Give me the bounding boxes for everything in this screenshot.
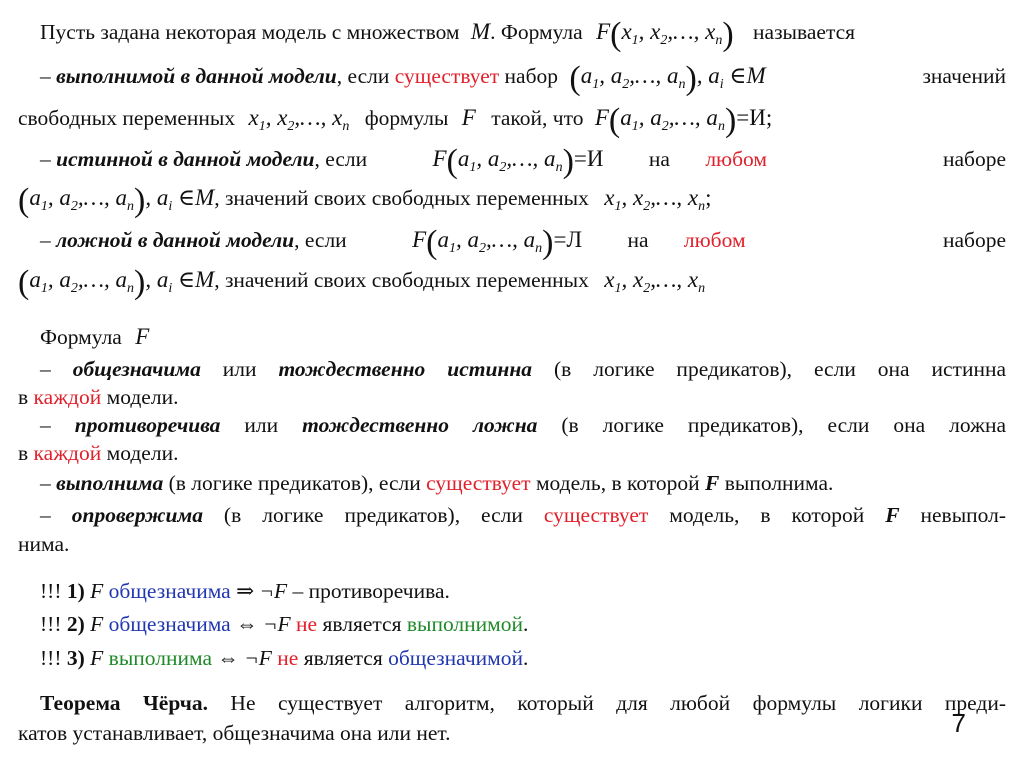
tuple-a: ($a_1$, $a_2,\dots$, $a_n$), $a_i$ ∈M xyxy=(18,264,215,301)
item-valid-cont xyxy=(18,383,1006,411)
text: наборе xyxy=(942,228,1006,252)
term-false: ложной в данной модели xyxy=(56,228,295,252)
def-satisfiable-cont xyxy=(18,104,1006,141)
dash: – xyxy=(40,357,73,381)
item-satisfiable xyxy=(40,469,1024,497)
def-satisfiable xyxy=(40,62,1006,99)
term-satisfiable: выполнима xyxy=(56,471,164,495)
text: модели. xyxy=(101,441,179,465)
text: модель, в которой xyxy=(530,471,706,495)
def-true-cont xyxy=(18,184,1006,221)
text: . xyxy=(523,646,529,670)
def-false-cont xyxy=(18,266,1006,303)
formula-f: F xyxy=(461,105,476,130)
not-f: ¬F xyxy=(262,612,291,636)
not-f: ¬F xyxy=(244,646,272,670)
definition-intro xyxy=(40,18,1006,55)
formula-f: F xyxy=(90,612,104,636)
text: (в логике предикатов), если она ложна xyxy=(537,413,1007,437)
iff-symbol: ⇔ xyxy=(230,612,263,636)
formula-f: F xyxy=(135,324,150,349)
exclaim: !!! xyxy=(40,579,67,603)
formula-f: F xyxy=(885,503,900,527)
text: является xyxy=(317,612,407,636)
def-false xyxy=(40,226,1006,263)
word-valid: общезначима xyxy=(103,612,231,636)
vars-x: $x_1$, $x_2,\dots$, $x_n$; xyxy=(604,185,712,214)
vars-x: $x_1$, $x_2,\dots$, $x_n$ xyxy=(248,105,350,134)
text: такой, что xyxy=(491,106,584,130)
text: (в логике предикатов), если она истинна xyxy=(532,357,1007,381)
exists-word: существует xyxy=(543,503,649,527)
each-word: каждой xyxy=(33,385,102,409)
text: , если xyxy=(336,64,395,88)
word-valid: общезначима xyxy=(103,579,231,603)
text: , если xyxy=(294,228,347,252)
note-number: 3) xyxy=(66,646,85,670)
term-satisfiable: выполнимой в данной модели xyxy=(56,64,337,88)
intro-text: Пусть задана некоторая модель с множеством xyxy=(40,20,460,44)
term-identically-true: тождественно истинна xyxy=(278,357,533,381)
text: , значений своих свободных переменных xyxy=(214,186,589,210)
formula-f-x: $F(x_1$, $x_2,\dots$, $x_n$) xyxy=(596,16,734,53)
vars-x: $x_1$, $x_2,\dots$, $x_n$ xyxy=(604,267,706,296)
note-3 xyxy=(40,644,1024,672)
page-number: 7 xyxy=(951,708,966,738)
def-true xyxy=(40,145,1006,182)
text: (в логике предикатов), если xyxy=(202,503,544,527)
item-contradictory-cont xyxy=(18,439,1006,467)
exclaim: !!! xyxy=(40,646,67,670)
text: выполнима. xyxy=(719,471,834,495)
text: модель, в которой xyxy=(648,503,886,527)
text: Не существует алгоритм, который для любой формулы логики преди- xyxy=(208,691,1006,715)
text: нима. xyxy=(18,532,70,556)
formula-f-a-eq-false: $F(a_1$, $a_2,\dots$, $a_n)=Л$ xyxy=(412,224,583,261)
theorem-title: Теорема Чёрча. xyxy=(40,691,208,715)
any-word: любом xyxy=(683,228,746,252)
text: наборе xyxy=(942,147,1006,171)
dash: – xyxy=(40,147,57,171)
dash: – xyxy=(40,64,57,88)
text: свободных переменных xyxy=(18,106,236,130)
formula-f-a-true: $F(a_1$, $a_2,\dots$, $a_n)=И$; xyxy=(594,102,773,139)
formula-f-a-eq-true: $F(a_1$, $a_2,\dots$, $a_n)=И$ xyxy=(432,143,604,180)
dash: – xyxy=(40,413,75,437)
note-number: 1) xyxy=(66,579,85,603)
word-not: не xyxy=(290,612,318,636)
formula-f: F xyxy=(90,646,104,670)
tuple-a: ($a_1$, $a_2,\dots$, $a_n$), $a_i$ ∈M xyxy=(569,60,766,97)
note-number: 2) xyxy=(66,612,85,636)
term-refutable: опровержима xyxy=(71,503,203,527)
text: на xyxy=(627,228,649,252)
item-refutable xyxy=(40,501,1006,529)
dash: – xyxy=(40,503,72,527)
tuple-a: ($a_1$, $a_2,\dots$, $a_n$), $a_i$ ∈M xyxy=(18,182,215,219)
text: в xyxy=(18,441,34,465)
item-valid xyxy=(40,355,1006,383)
formula-f: F xyxy=(90,579,104,603)
church-theorem xyxy=(40,689,1006,717)
each-word: каждой xyxy=(33,441,102,465)
item-contradictory xyxy=(40,411,1006,439)
text: , значений своих свободных переменных xyxy=(214,268,589,292)
formula-heading xyxy=(40,323,1024,351)
text: набор xyxy=(499,64,559,88)
text: значений xyxy=(922,64,1006,88)
term-identically-false: тождественно ложна xyxy=(302,413,538,437)
word-not: не xyxy=(271,646,299,670)
text: (в логике предикатов), если xyxy=(163,471,427,495)
text: невыпол- xyxy=(899,503,1007,527)
word-satisfiable: выполнима xyxy=(103,646,212,670)
intro-text-2: . Формула xyxy=(490,20,583,44)
text: Формула xyxy=(40,325,122,349)
text: – противоречива. xyxy=(287,579,450,603)
iff-symbol: ⇔ xyxy=(211,646,245,670)
any-word: любом xyxy=(705,147,767,171)
text: или xyxy=(200,357,279,381)
exists-word: существует xyxy=(426,471,531,495)
note-1 xyxy=(40,577,1024,605)
word-valid: общезначимой xyxy=(388,646,524,670)
formula-f: F xyxy=(705,471,720,495)
term-true: истинной в данной модели xyxy=(56,147,315,171)
set-m: M xyxy=(470,19,491,44)
text: . xyxy=(523,612,529,636)
text: в xyxy=(18,385,34,409)
text: или xyxy=(220,413,303,437)
word-satisfiable: выполнимой xyxy=(406,612,524,636)
text: формулы xyxy=(364,106,449,130)
text: является xyxy=(298,646,389,670)
implies-symbol: ⇒ xyxy=(230,579,260,603)
dash: – xyxy=(40,228,57,252)
term-contradictory: противоречива xyxy=(74,413,221,437)
text: модели. xyxy=(101,385,179,409)
note-2 xyxy=(40,610,1024,638)
intro-text-3: называется xyxy=(753,20,856,44)
church-theorem-cont xyxy=(18,719,1006,747)
text: , если xyxy=(314,147,368,171)
not-f: ¬F xyxy=(259,579,288,603)
text: катов устанавливает, общезначима она или нет. xyxy=(18,721,451,745)
term-valid: общезначима xyxy=(72,357,201,381)
exists-word: существует xyxy=(394,64,500,88)
text: на xyxy=(648,147,670,171)
item-refutable-cont xyxy=(18,530,1006,558)
exclaim: !!! xyxy=(40,612,67,636)
dash: – xyxy=(40,471,57,495)
